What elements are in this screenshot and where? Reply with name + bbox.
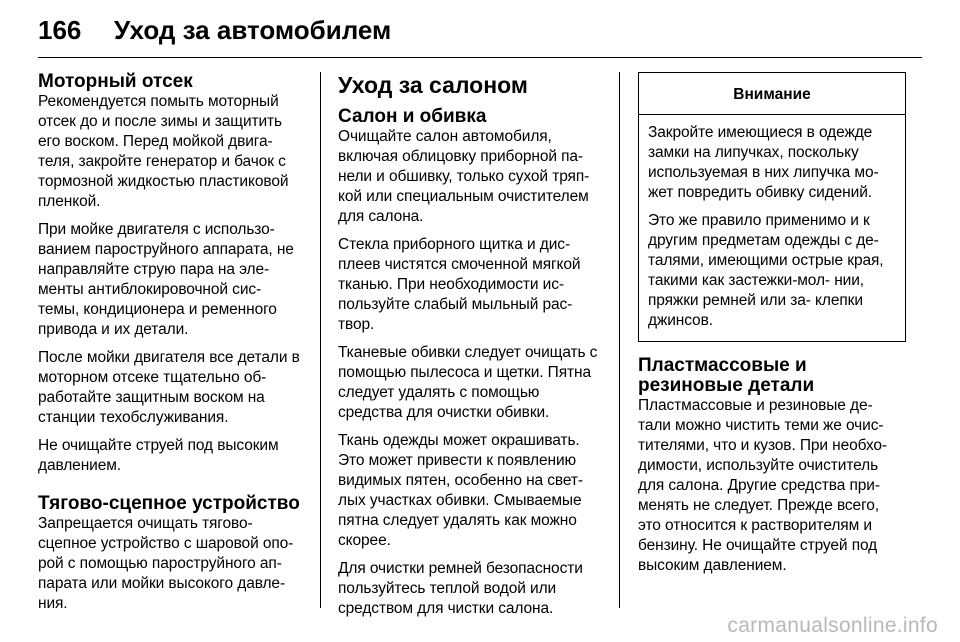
column-middle: [338, 72, 606, 627]
chapter-title: Уход за салоном: [338, 72, 528, 98]
page-title: Уход за автомобилем: [114, 15, 392, 45]
section-title-plastic: Пластмассовые и резиновые детали: [638, 355, 815, 396]
warning-box: [638, 72, 906, 342]
paragraph: Очищайте салон автомобиля, включая облицовку приборной па- нели и обшивку, только сухой тряп- кой или специальным очистителем для салона.: [338, 128, 590, 225]
section-title-engine: Моторный отсек: [38, 71, 193, 92]
paragraph: Пластмассовые и резиновые де- тали можно чистить теми же очис- тителями, что и кузов. При необхо- димости, используйте очиститель для салона. Другие средства при- менять не следует. Прежде всего, это относится к растворителям и бензину. Не очищайте струей под высоким давлением.: [638, 397, 887, 574]
paragraph: Тканевые обивки следует очищать с помощью пылесоса и щетки. Пятна следует удалять с помощью средства для очистки обивки.: [338, 344, 598, 421]
paragraph: Не очищайте струей под высоким давлением.: [38, 437, 279, 474]
paragraph: Это же правило применимо и к другим предметам одежды с де- талями, имеющими острые края, такими как застежки-мол- нии, пряжки ремней или за- клепки джинсов.: [648, 212, 884, 329]
watermark-text: carmanualsonline.info: [727, 614, 938, 637]
paragraph: Рекомендуется помыть моторный отсек до и после зимы и защитить его воском. Перед мойкой двига- теля, закройте генератор и бачок с тормозной жидкостью пластиковой пленкой.: [38, 93, 289, 210]
paragraph: Стекла приборного щитка и дис- плеев чистятся смоченной мягкой тканью. При необходимости ис- пользуйте слабый мыльный рас- твор.: [338, 236, 581, 333]
paragraph: Ткань одежды может окрашивать. Это может привести к появлению видимых пятен, особенно на свет- лых участках обивки. Смываемые пятна следует удалять как можно скорее.: [338, 432, 583, 549]
column-divider-right: [619, 72, 620, 608]
column-right: [638, 72, 906, 584]
section-title-interior: Салон и обивка: [338, 106, 487, 127]
header-divider: [38, 57, 922, 58]
paragraph: Закройте имеющиеся в одежде замки на липучках, поскольку используемая в них липучка мо- жет повредить обивку сидений.: [648, 124, 879, 201]
column-left: [38, 72, 306, 622]
paragraph: Запрещается очищать тягово- сцепное устройство с шаровой опо- рой с помощью пароструйного ап- парата или мойки высокого давле- ния.: [38, 515, 294, 612]
page-number: 166: [38, 15, 82, 45]
warning-body: [639, 115, 905, 341]
section-title-towbar: Тягово-сцепное устройство: [38, 493, 300, 514]
warning-title: Внимание: [639, 73, 905, 115]
paragraph: Для очистки ремней безопасности пользуйтесь теплой водой или средством для чистки салона.: [338, 560, 583, 617]
page-header: [38, 15, 391, 49]
paragraph: При мойке двигателя с использо- ванием пароструйного аппарата, не направляйте струю пара на эле- менты антиблокировочной сис- темы, кондиционера и ременного привода и их детали.: [38, 221, 294, 338]
column-divider-left: [320, 72, 321, 608]
paragraph: После мойки двигателя все детали в моторном отсеке тщательно об- работайте защитным воском на станции техобслуживания.: [38, 349, 300, 426]
